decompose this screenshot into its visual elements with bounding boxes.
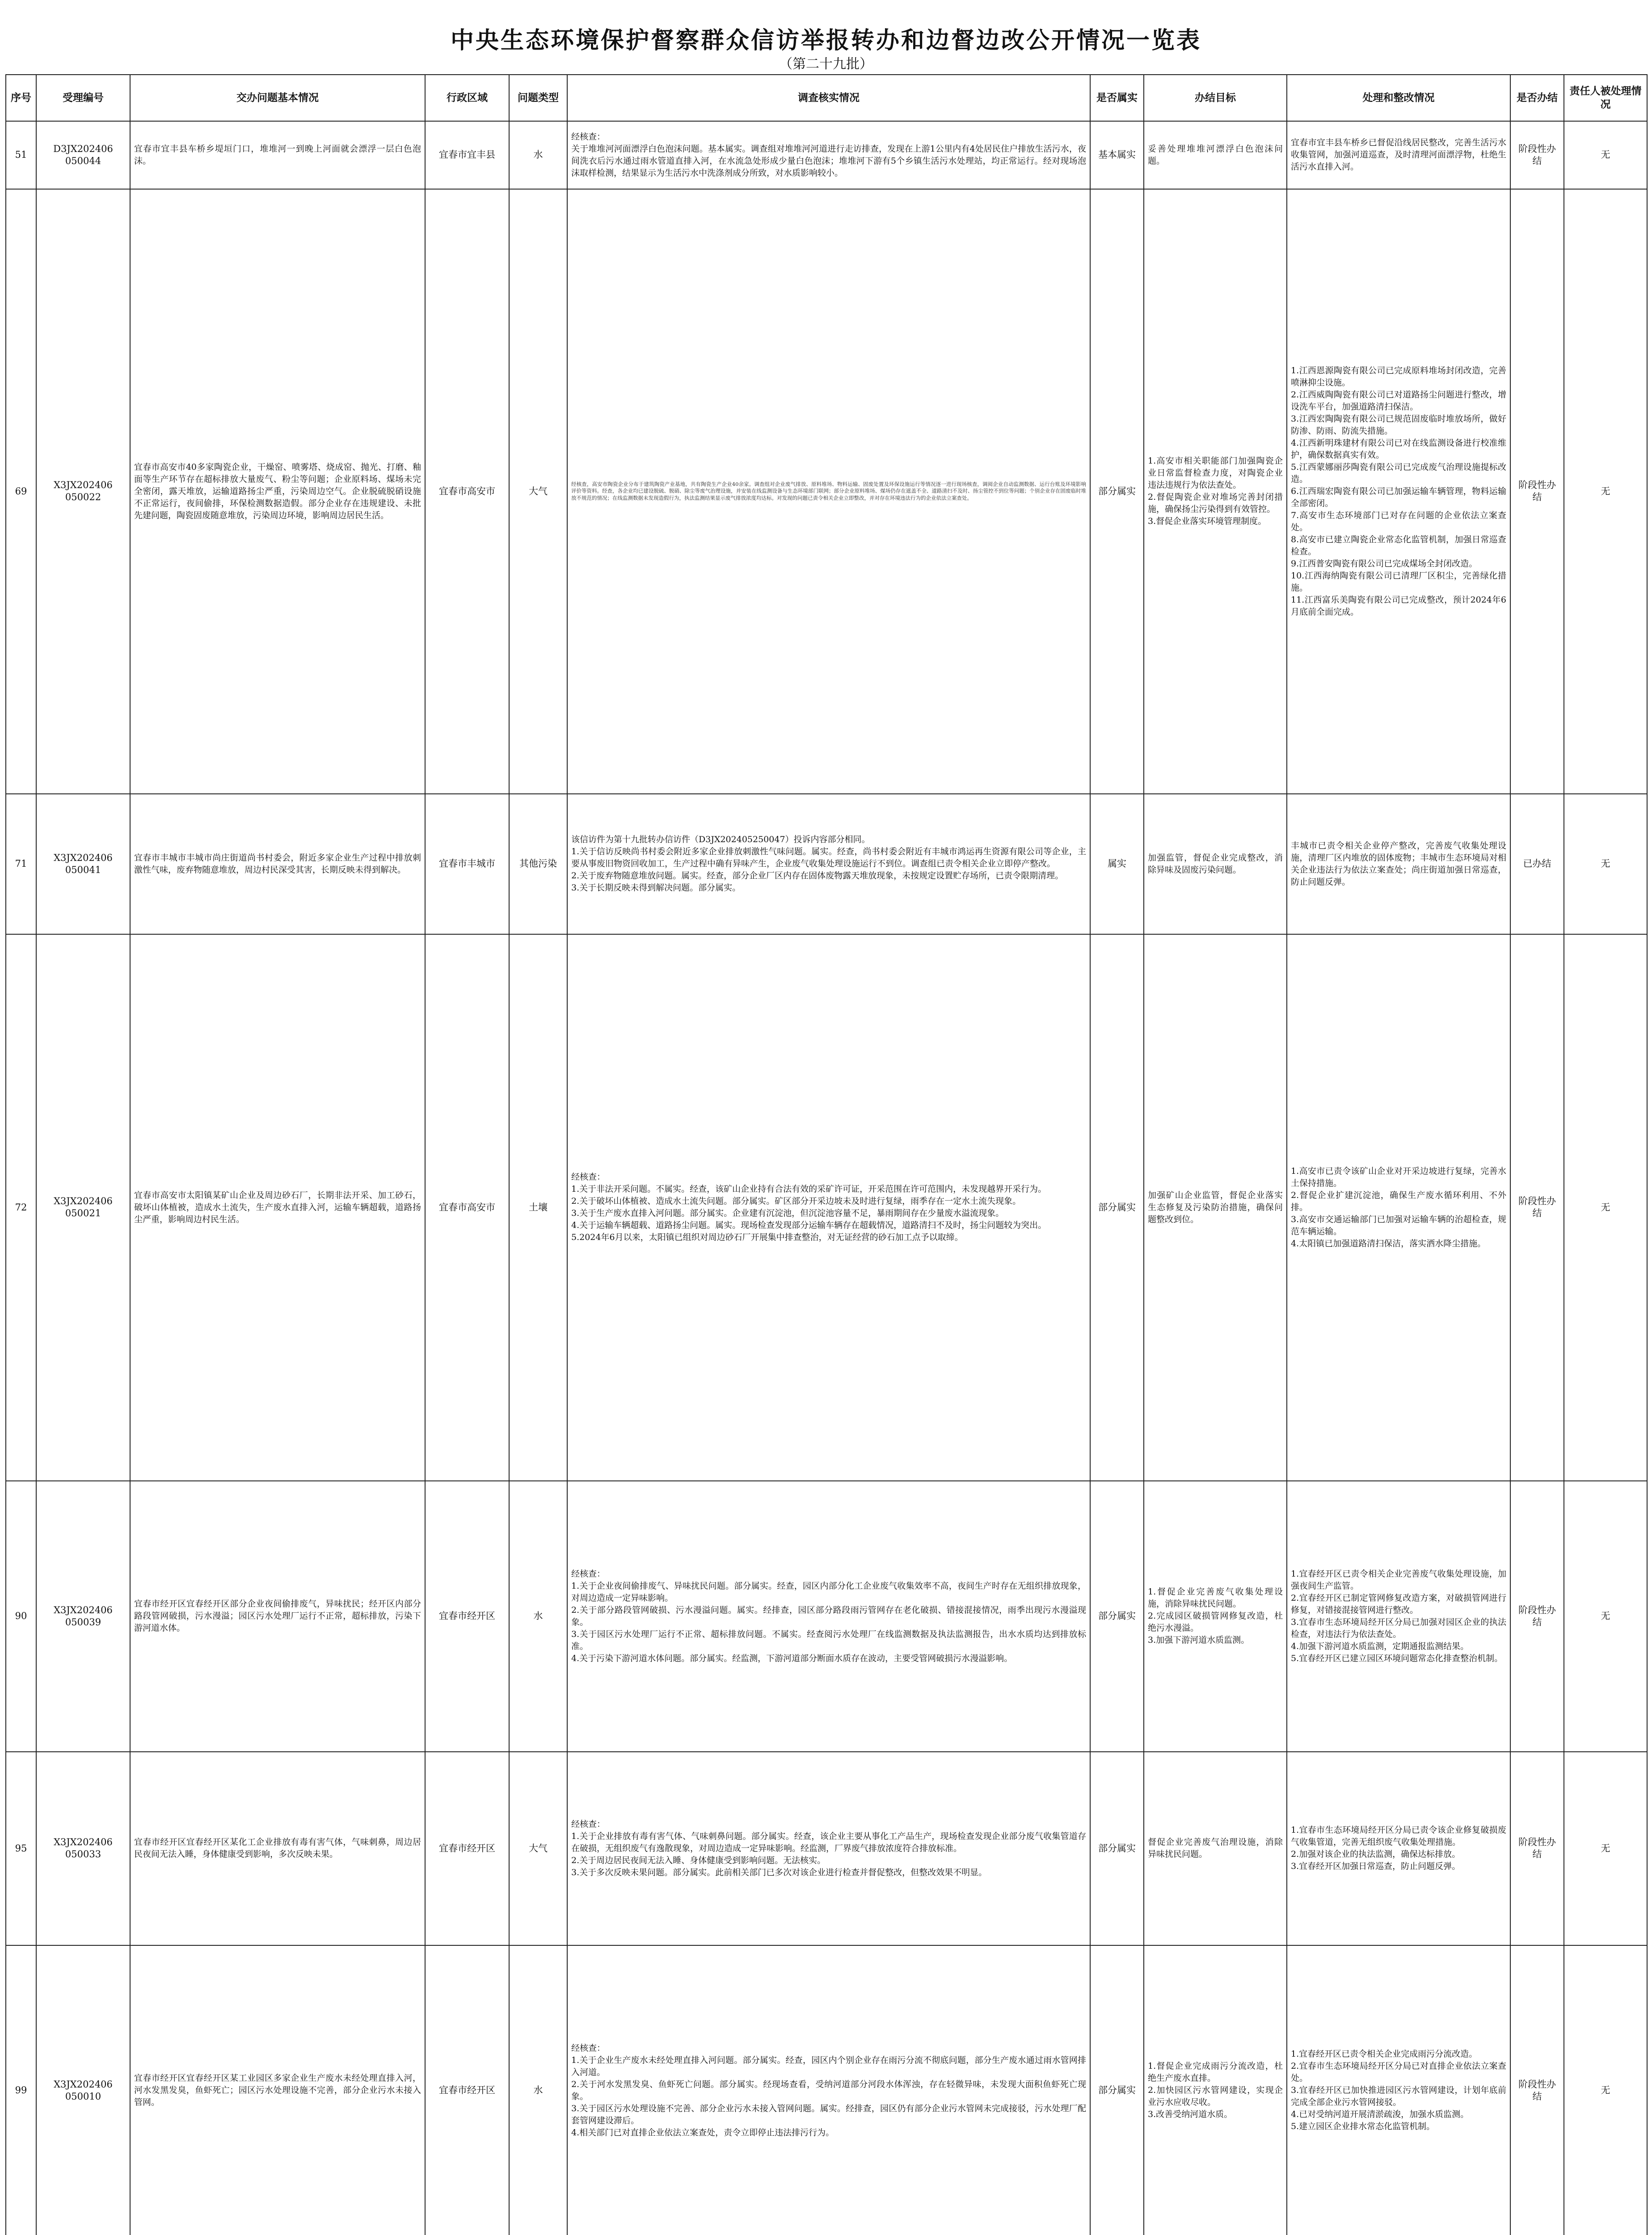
document-title: 中央生态环境保护督察群众信访举报转办和边督边改公开情况一览表 <box>450 27 1201 54</box>
table-row <box>6 1945 1647 2235</box>
target-cell: 妥善处理堆堆河漂浮白色泡沫问题。 <box>1144 121 1287 189</box>
done-cell: 阶段性办结 <box>1510 1752 1564 1945</box>
target-cell: 督促企业完善废气治理设施，消除异味扰民问题。 <box>1144 1752 1287 1945</box>
region-cell: 宜春市高安市 <box>425 934 509 1481</box>
summary-cell: 宜春市经开区宜春经开区部分企业夜间偷排废气，异味扰民；经开区内部分路段管网破损，污水漫溢；园区污水处理厂运行不正常，超标排放，污染下游河道水体。 <box>130 1481 425 1752</box>
summary-cell: 宜春市丰城市丰城市尚庄街道尚书村委会，附近多家企业生产过程中排放刺激性气味，废弃物随意堆放，周边村民深受其害，长期反映未得到解决。 <box>130 794 425 934</box>
region-cell: 宜春市经开区 <box>425 1752 509 1945</box>
type-cell: 水 <box>509 121 567 189</box>
header-type: 问题类型 <box>509 75 567 121</box>
id-cell: D3JX202406 050044 <box>36 121 130 189</box>
seq-cell: 71 <box>6 794 36 934</box>
accountable-cell: 无 <box>1564 121 1647 189</box>
done-cell: 阶段性办结 <box>1510 1481 1564 1752</box>
header-accountable: 责任人被处理情况 <box>1564 75 1647 121</box>
region-cell: 宜春市宜丰县 <box>425 121 509 189</box>
id-cell: X3JX202406 050021 <box>36 934 130 1481</box>
target-cell: 1.督促企业完善废气收集处理设施，消除异味扰民问题。 2.完成园区破损管网修复改造，杜绝污水漫溢。 3.加强下游河道水质监测。 <box>1144 1481 1287 1752</box>
id-cell: X3JX202406 050039 <box>36 1481 130 1752</box>
complaint-table <box>5 74 1648 2235</box>
survey-cell: 经核查： 1.关于企业生产废水未经处理直排入河问题。部分属实。经查，园区内个别企业存在雨污分流不彻底问题，部分生产废水通过雨水管网排入河道。 2.关于河水发黑发臭、鱼虾死亡问题。部分属实。经现场查看，受纳河道部分河段水体浑浊，存在轻微异味，未发现大面积鱼虾死亡现象。 3.关于园区污水处理设施不完善、部分企业污水未接入管网问题。属实。经排查，园区仍有部分企业污水管网未完成接驳，污水处理厂配套管网建设滞后。 4.相关部门已对直排企业依法立案查处，责令立即停止违法排污行为。 <box>567 1945 1090 2235</box>
header-id: 受理编号 <box>36 75 130 121</box>
accountable-cell: 无 <box>1564 1752 1647 1945</box>
is-true-cell: 部分属实 <box>1090 1752 1144 1945</box>
survey-cell: 经核查： 关于堆堆河河面漂浮白色泡沫问题。基本属实。调查组对堆堆河河道进行走访排查，发现在上游1公里内有4处居民住户排放生活污水，夜间洗衣后污水通过雨水管道直排入河，在水流急处形成少量白色泡沫；堆堆河下游有5个乡镇生活污水处理站，均正常运行。经对现场泡沫取样检测，结果显示为生活污水中洗涤剂成分所致，对水质影响较小。 <box>567 121 1090 189</box>
is-true-cell: 部分属实 <box>1090 189 1144 794</box>
target-cell: 加强监管，督促企业完成整改，消除异味及固废污染问题。 <box>1144 794 1287 934</box>
type-cell: 土壤 <box>509 934 567 1481</box>
header-done: 是否办结 <box>1510 75 1564 121</box>
survey-cell: 经核查： 1.关于企业排放有毒有害气体、气味刺鼻问题。部分属实。经查，该企业主要从事化工产品生产，现场检查发现企业部分废气收集管道存在破损，无组织废气有逸散现象，对周边造成一定异味影响。经监测，厂界废气排放浓度符合排放标准。 2.关于周边居民夜间无法入睡、身体健康受到影响问题。无法核实。 3.关于多次反映未果问题。部分属实。此前相关部门已多次对该企业进行检查并督促整改，但整改效果不明显。 <box>567 1752 1090 1945</box>
region-cell: 宜春市丰城市 <box>425 794 509 934</box>
is-true-cell: 部分属实 <box>1090 1945 1144 2235</box>
seq-cell: 95 <box>6 1752 36 1945</box>
type-cell: 大气 <box>509 1752 567 1945</box>
header-seq: 序号 <box>6 75 36 121</box>
handling-cell: 1.宜春市生态环境局经开区分局已责令该企业修复破损废气收集管道，完善无组织废气收集处理措施。 2.加强对该企业的执法监测，确保达标排放。 3.宜春经开区加强日常巡查，防止问题反弹。 <box>1287 1752 1510 1945</box>
table-row <box>6 1481 1647 1752</box>
accountable-cell: 无 <box>1564 1481 1647 1752</box>
table-row <box>6 189 1647 794</box>
handling-cell: 丰城市已责令相关企业停产整改，完善废气收集处理设施，清理厂区内堆放的固体废物；丰城市生态环境局对相关企业违法行为依法立案查处；尚庄街道加强日常巡查，防止问题反弹。 <box>1287 794 1510 934</box>
survey-cell: 经核查： 1.关于非法开采问题。不属实。经查，该矿山企业持有合法有效的采矿许可证，开采范围在许可范围内，未发现越界开采行为。 2.关于破坏山体植被、造成水土流失问题。部分属实。矿区部分开采边坡未及时进行复绿，雨季存在一定水土流失现象。 3.关于生产废水直排入河问题。部分属实。企业建有沉淀池，但沉淀池容量不足，暴雨期间存在少量废水溢流现象。 4.关于运输车辆超载、道路扬尘问题。属实。现场检查发现部分运输车辆存在超载情况，道路清扫不及时，扬尘问题较为突出。 5.2024年6月以来，太阳镇已组织对周边砂石厂开展集中排查整治，对无证经营的砂石加工点予以取缔。 <box>567 934 1090 1481</box>
seq-cell: 99 <box>6 1945 36 2235</box>
accountable-cell: 无 <box>1564 189 1647 794</box>
is-true-cell: 部分属实 <box>1090 934 1144 1481</box>
survey-small-text: 经核查，高安市陶瓷企业分布于建筑陶瓷产业基地，共有陶瓷生产企业40余家。调查组对企业废气排放、原料堆场、物料运输、固废处置及环保设施运行等情况逐一进行现场核查，调阅企业自动监测数据、运行台账及环境影响评价等资料。经查，各企业均已建设脱硫、脱硝、除尘等废气治理设施，并安装在线监测设备与生态环境部门联网；部分企业原料堆场、煤场仍存在遮盖不全、道路清扫不及时、扬尘管控不到位等问题；个别企业存在固废临时堆放不规范的情况；在线监测数据未发现造假行为，执法监测结果显示废气排放浓度均达标。对发现的问题已责令相关企业立即整改，并对存在环境违法行为的企业依法立案查处。 <box>571 481 1086 501</box>
done-cell: 阶段性办结 <box>1510 1945 1564 2235</box>
table-header-row <box>6 75 1647 121</box>
region-cell: 宜春市经开区 <box>425 1945 509 2235</box>
done-cell: 阶段性办结 <box>1510 189 1564 794</box>
id-cell: X3JX202406 050041 <box>36 794 130 934</box>
seq-cell: 90 <box>6 1481 36 1752</box>
is-true-cell: 基本属实 <box>1090 121 1144 189</box>
is-true-cell: 部分属实 <box>1090 1481 1144 1752</box>
table-row <box>6 934 1647 1481</box>
survey-cell: 经核查： 1.关于企业夜间偷排废气、异味扰民问题。部分属实。经查，园区内部分化工企业废气收集效率不高，夜间生产时存在无组织排放现象，对周边造成一定异味影响。 2.关于部分路段管网破损、污水漫溢问题。属实。经排查，园区部分路段雨污管网存在老化破损、错接混接情况，雨季出现污水漫溢现象。 3.关于园区污水处理厂运行不正常、超标排放问题。不属实。经查阅污水处理厂在线监测数据及执法监测报告，出水水质均达到排放标准。 4.关于污染下游河道水体问题。部分属实。经监测，下游河道部分断面水质存在波动，主要受管网破损污水漫溢影响。 <box>567 1481 1090 1752</box>
summary-cell: 宜春市经开区宜春经开区某化工企业排放有毒有害气体，气味刺鼻，周边居民夜间无法入睡，身体健康受到影响，多次反映未果。 <box>130 1752 425 1945</box>
accountable-cell: 无 <box>1564 1945 1647 2235</box>
type-cell: 水 <box>509 1481 567 1752</box>
done-cell: 阶段性办结 <box>1510 934 1564 1481</box>
summary-cell: 宜春市宜丰县车桥乡堤垣门口，堆堆河一到晚上河面就会漂浮一层白色泡沫。 <box>130 121 425 189</box>
region-cell: 宜春市经开区 <box>425 1481 509 1752</box>
accountable-cell: 无 <box>1564 934 1647 1481</box>
id-cell: X3JX202406 050022 <box>36 189 130 794</box>
target-cell: 1.督促企业完成雨污分流改造，杜绝生产废水直排。 2.加快园区污水管网建设，实现企业污水应收尽收。 3.改善受纳河道水质。 <box>1144 1945 1287 2235</box>
summary-cell: 宜春市高安市40多家陶瓷企业，干燥窑、喷雾塔、烧成窑、抛光、打磨、釉面等生产环节存在超标排放大量废气、粉尘等问题；企业原料场、煤场未完全密闭，露天堆放，运输道路扬尘严重，污染周边空气。企业脱硫脱硝设施不正常运行，夜间偷排，环保检测数据造假。部分企业存在违规建设、未批先建问题，陶瓷固废随意堆放，污染周边环境，影响周边居民生活。 <box>130 189 425 794</box>
seq-cell: 51 <box>6 121 36 189</box>
handling-cell: 1.宜春经开区已责令相关企业完善废气收集处理设施，加强夜间生产监管。 2.宜春经开区已制定管网修复改造方案，对破损管网进行修复，对错接混接管网进行整改。 3.宜春市生态环境局经开区分局已加强对园区企业的执法检查，对违法行为依法查处。 4.加强下游河道水质监测，定期通报监测结果。 5.宜春经开区已建立园区环境问题常态化排查整治机制。 <box>1287 1481 1510 1752</box>
type-cell: 其他污染 <box>509 794 567 934</box>
accountable-cell: 无 <box>1564 794 1647 934</box>
header-survey: 调查核实情况 <box>567 75 1090 121</box>
done-cell: 已办结 <box>1510 794 1564 934</box>
table-row <box>6 794 1647 934</box>
id-cell: X3JX202406 050033 <box>36 1752 130 1945</box>
table-row <box>6 1752 1647 1945</box>
table-body <box>6 121 1647 2235</box>
done-cell: 阶段性办结 <box>1510 121 1564 189</box>
header-is-true: 是否属实 <box>1090 75 1144 121</box>
seq-cell: 69 <box>6 189 36 794</box>
is-true-cell: 属实 <box>1090 794 1144 934</box>
survey-cell: 该信访件为第十九批转办信访件（D3JX202405250047）投诉内容部分相同。 1.关于信访反映尚书村委会附近多家企业排放刺激性气味问题。属实。经查，尚书村委会附近有丰城市鸿运再生资源有限公司等企业，主要从事废旧物资回收加工，生产过程中确有异味产生，企业废气收集处理设施运行不到位。调查组已责令相关企业立即停产整改。 2.关于废弃物随意堆放问题。属实。经查，部分企业厂区内存在固体废物露天堆放现象，未按规定设置贮存场所，已责令限期清理。 3.关于长期反映未得到解决问题。部分属实。 <box>567 794 1090 934</box>
document-subtitle: （第二十九批） <box>779 56 873 72</box>
handling-cell: 宜春市宜丰县车桥乡已督促沿线居民整改，完善生活污水收集管网，加强河道巡查，及时清理河面漂浮物，杜绝生活污水直排入河。 <box>1287 121 1510 189</box>
header-target: 办结目标 <box>1144 75 1287 121</box>
summary-cell: 宜春市高安市太阳镇某矿山企业及周边砂石厂，长期非法开采、加工砂石，破坏山体植被，造成水土流失，生产废水直排入河，运输车辆超载，道路扬尘严重，影响周边村民生活。 <box>130 934 425 1481</box>
seq-cell: 72 <box>6 934 36 1481</box>
id-cell: X3JX202406 050010 <box>36 1945 130 2235</box>
target-cell: 1.高安市相关职能部门加强陶瓷企业日常监督检查力度，对陶瓷企业违法违规行为依法查处。 2.督促陶瓷企业对堆场完善封闭措施，确保扬尘污染得到有效管控。 3.督促企业落实环境管理制度。 <box>1144 189 1287 794</box>
type-cell: 水 <box>509 1945 567 2235</box>
handling-cell: 1.宜春经开区已责令相关企业完成雨污分流改造。 2.宜春市生态环境局经开区分局已对直排企业依法立案查处。 3.宜春经开区已加快推进园区污水管网建设，计划年底前完成全部企业污水管网接驳。 4.已对受纳河道开展清淤疏浚，加强水质监测。 5.建立园区企业排水常态化监管机制。 <box>1287 1945 1510 2235</box>
survey-cell <box>567 189 1090 794</box>
summary-cell: 宜春市经开区宜春经开区某工业园区多家企业生产废水未经处理直排入河，河水发黑发臭，鱼虾死亡；园区污水处理设施不完善，部分企业污水未接入管网。 <box>130 1945 425 2235</box>
target-cell: 加强矿山企业监管，督促企业落实生态修复及污染防治措施，确保问题整改到位。 <box>1144 934 1287 1481</box>
header-region: 行政区域 <box>425 75 509 121</box>
region-cell: 宜春市高安市 <box>425 189 509 794</box>
handling-cell: 1.高安市已责令该矿山企业对开采边坡进行复绿，完善水土保持措施。 2.督促企业扩建沉淀池，确保生产废水循环利用、不外排。 3.高安市交通运输部门已加强对运输车辆的治超检查，规范车辆运输。 4.太阳镇已加强道路清扫保洁，落实洒水降尘措施。 <box>1287 934 1510 1481</box>
type-cell: 大气 <box>509 189 567 794</box>
table-row <box>6 121 1647 189</box>
header-summary: 交办问题基本情况 <box>130 75 425 121</box>
handling-cell: 1.江西恩源陶瓷有限公司已完成原料堆场封闭改造，完善喷淋抑尘设施。 2.江西威陶陶瓷有限公司已对道路扬尘问题进行整改，增设洗车平台，加强道路清扫保洁。 3.江西宏陶陶瓷有限公司已规范固废临时堆放场所，做好防渗、防雨、防流失措施。 4.江西新明珠建材有限公司已对在线监测设备进行校准维护，确保数据真实有效。 5.江西蒙娜丽莎陶瓷有限公司已完成废气治理设施提标改造。 6.江西瑞宏陶瓷有限公司已加强运输车辆管理，物料运输全部密闭。 7.高安市生态环境部门已对存在问题的企业依法立案查处。 8.高安市已建立陶瓷企业常态化监管机制，加强日常巡查检查。 9.江西普安陶瓷有限公司已完成煤场全封闭改造。 10.江西海纳陶瓷有限公司已清理厂区积尘，完善绿化措施。 11.江西富乐美陶瓷有限公司已完成整改，预计2024年6月底前全面完成。 <box>1287 189 1510 794</box>
header-handling: 处理和整改情况 <box>1287 75 1510 121</box>
